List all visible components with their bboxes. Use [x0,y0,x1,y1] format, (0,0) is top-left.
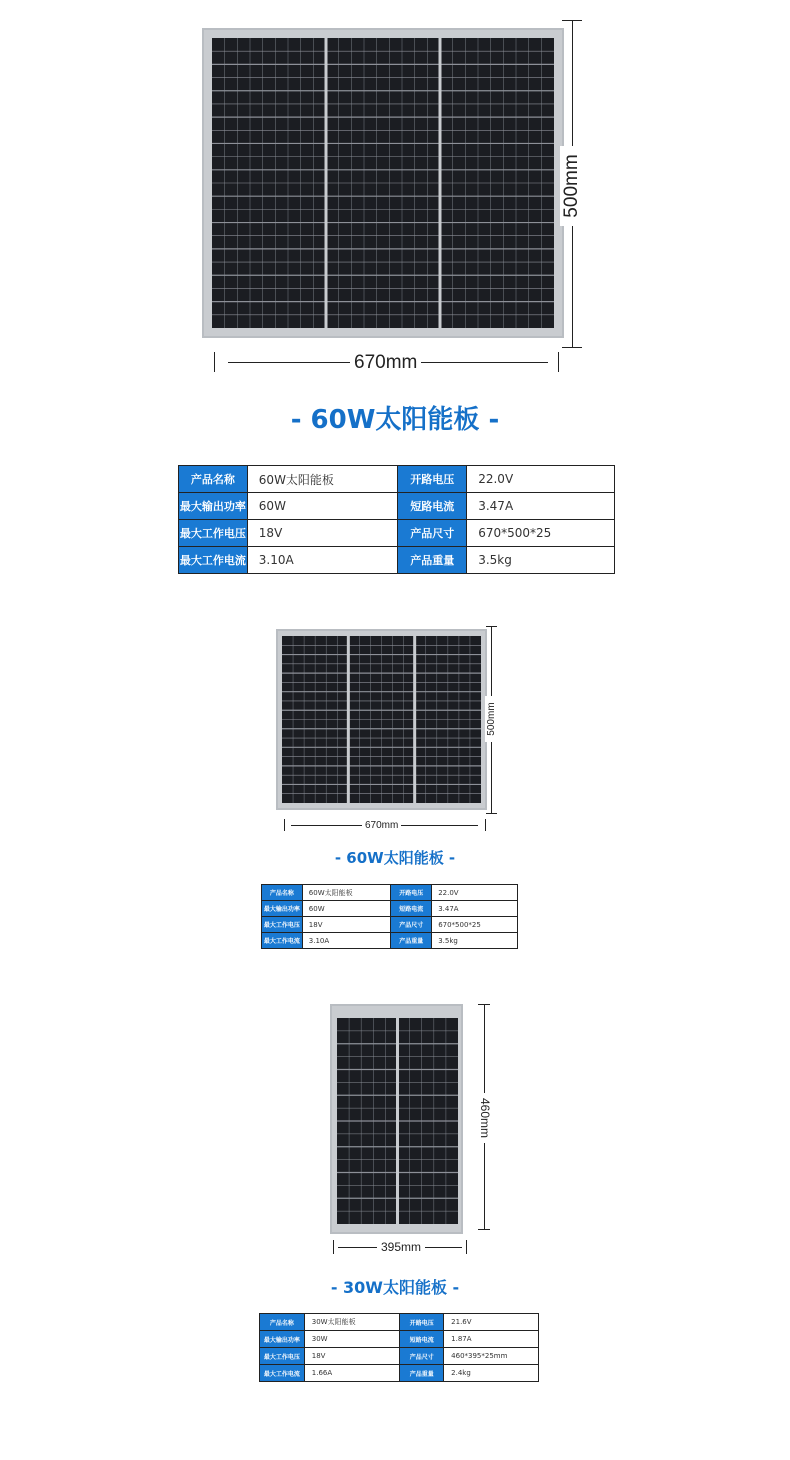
spec-key: 最大工作电流 [260,1365,305,1382]
solar-cell-grid [337,1018,458,1224]
spec-key: 短路电流 [391,901,432,917]
solar-cell-grid [282,636,481,803]
spec-value: 460*395*25mm [444,1348,539,1365]
spec-value: 3.47A [432,901,518,917]
spec-value: 18V [247,520,398,547]
spec-key: 产品名称 [179,466,248,493]
width-label: 670mm [362,819,401,832]
spec-table [261,884,518,949]
height-label: 460mm [477,1093,493,1143]
solar-panel-image [330,1004,463,1234]
spec-key: 产品重量 [398,547,467,574]
spec-key: 产品重量 [391,933,432,949]
product-title: - 60W太阳能板 - [290,405,500,435]
spec-key: 最大工作电压 [262,917,303,933]
spec-key: 产品尺寸 [391,917,432,933]
spec-key: 产品名称 [260,1314,305,1331]
spec-value: 30W [304,1331,400,1348]
spec-key: 最大工作电流 [179,547,248,574]
spec-key: 产品尺寸 [400,1348,444,1365]
spec-value: 60W太阳能板 [247,466,398,493]
spec-value: 3.5kg [467,547,615,574]
width-label: 670mm [350,352,421,374]
spec-key: 产品重量 [400,1365,444,1382]
spec-value: 670*500*25 [467,520,615,547]
spec-value: 60W [247,493,398,520]
spec-value: 1.66A [304,1365,400,1382]
spec-value: 3.10A [247,547,398,574]
product-title: - 60W太阳能板 - [334,849,456,867]
spec-key: 最大工作电流 [262,933,303,949]
product-title: - 30W太阳能板 - [330,1278,460,1297]
spec-value: 30W太阳能板 [304,1314,400,1331]
spec-value: 22.0V [432,885,518,901]
spec-key: 最大工作电压 [260,1348,305,1365]
spec-key: 产品尺寸 [398,520,467,547]
solar-cell-grid [212,38,554,328]
spec-key: 最大输出功率 [179,493,248,520]
spec-value: 2.4kg [444,1365,539,1382]
spec-value: 3.5kg [432,933,518,949]
spec-value: 3.47A [467,493,615,520]
solar-panel-image [202,28,564,338]
spec-key: 最大输出功率 [262,901,303,917]
spec-key: 短路电流 [400,1331,444,1348]
spec-key: 最大工作电压 [179,520,248,547]
spec-key: 最大输出功率 [260,1331,305,1348]
width-label: 395mm [377,1240,425,1255]
solar-panel-image [276,629,487,810]
spec-key: 开路电压 [391,885,432,901]
spec-value: 18V [302,917,391,933]
spec-value: 22.0V [467,466,615,493]
spec-key: 开路电压 [398,466,467,493]
spec-value: 18V [304,1348,400,1365]
spec-value: 3.10A [302,933,391,949]
height-label: 500mm [560,146,584,226]
spec-value: 1.87A [444,1331,539,1348]
spec-value: 670*500*25 [432,917,518,933]
spec-value: 60W太阳能板 [302,885,391,901]
spec-key: 短路电流 [398,493,467,520]
spec-table [178,465,615,574]
height-label: 500mm [485,696,499,742]
spec-value: 60W [302,901,391,917]
spec-key: 开路电压 [400,1314,444,1331]
spec-key: 产品名称 [262,885,303,901]
spec-table [259,1313,539,1382]
spec-value: 21.6V [444,1314,539,1331]
